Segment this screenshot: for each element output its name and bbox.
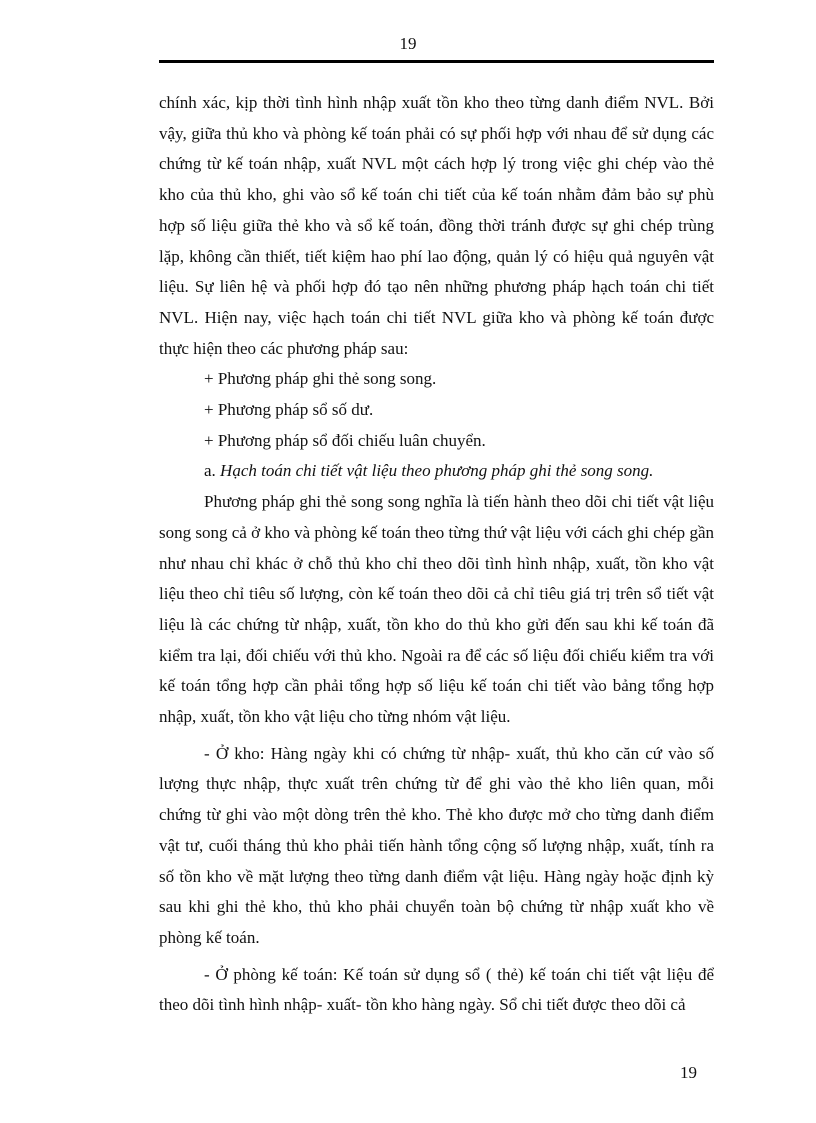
paragraph-method-description: Phương pháp ghi thẻ song song nghĩa là tiến hành theo dõi chi tiết vật liệu song song cả ở kho và phòng kế toán theo từng thứ vật liệu với cách ghi chép gần như nhau chỉ khác ở chỗ thủ kho chỉ theo dõi tình hình nhập, xuất, tồn kho vật liệu theo chỉ tiêu số lượng, còn kế toán theo dõi cả chỉ tiêu giá trị trên sổ tiết vật liệu là các chứng từ nhập, xuất, tồn kho do thủ kho gửi đến sau khi kế toán đã kiểm tra lại, đối chiếu với thủ kho. Ngoài ra để các số liệu đối chiếu kiểm tra với kế toán tổng hợp cần phải tổng hợp số liệu kế toán chi tiết vào bảng tổng hợp nhập, xuất, tồn kho vật liệu cho từng nhóm vật liệu. xyxy=(159,492,714,727)
section-prefix: a. xyxy=(204,461,221,481)
paragraph-accounting-dept: - Ở phòng kế toán: Kế toán sử dụng sổ ( thẻ) kế toán chi tiết vật liệu để theo dõi tình hình nhập- xuất- tồn kho hàng ngày. Sổ chi tiết được theo dõi cả xyxy=(159,964,714,1015)
section-title: Hạch toán chi tiết vật liệu theo phương pháp ghi thẻ song song. xyxy=(220,461,654,481)
paragraph-warehouse: - Ở kho: Hàng ngày khi có chứng từ nhập- xuất, thủ kho căn cứ vào số lượng thực nhập, thực xuất trên chứng từ để ghi vào thẻ kho liên quan, mỗi chứng từ ghi vào một dòng trên thẻ kho. Thẻ kho được mở cho từng danh điểm vật tư, cuối tháng thủ kho phải tiến hành tổng cộng số lượng nhập, xuất, tính ra số tồn kho về mặt lượng theo từng danh điểm vật liệu. Hàng ngày hoặc định kỳ sau khi ghi thẻ kho, thủ kho phải chuyển toàn bộ chứng từ nhập xuất kho về phòng kế toán. xyxy=(159,743,714,947)
header-rule xyxy=(159,60,714,63)
list-item-method-1: + Phương pháp ghi thẻ song song. xyxy=(204,369,437,389)
list-item-method-2: + Phương pháp sổ số dư. xyxy=(204,400,374,420)
list-item-method-3: + Phương pháp sổ đối chiếu luân chuyển. xyxy=(204,430,486,450)
paragraph-intro: chính xác, kịp thời tình hình nhập xuất tồn kho theo từng danh điểm NVL. Bởi vậy, giữa thủ kho và phòng kế toán phải có sự phối hợp với nhau để sử dụng các chứng từ kế toán nhập, xuất NVL một cách hợp lý trong việc ghi chép vào thẻ kho của thủ kho, ghi vào sổ kế toán chi tiết của kế toán nhằm đảm bảo sự phù hợp số liệu giữa thẻ kho và sổ kế toán, đồng thời tránh được sự ghi chép trùng lặp, không cần thiết, tiết kiệm hao phí lao động, quản lý có hiệu quả nguyên vật liệu. Sự liên hệ và phối hợp đó tạo nên những phương pháp hạch toán chi tiết NVL. Hiện nay, việc hạch toán chi tiết NVL giữa kho và phòng kế toán được thực hiện theo các phương pháp sau: xyxy=(159,93,714,358)
section-heading xyxy=(159,456,714,487)
page-number-bottom: 19 xyxy=(680,1063,697,1082)
document-body xyxy=(159,88,714,1021)
page-number-top: 19 xyxy=(399,34,417,53)
